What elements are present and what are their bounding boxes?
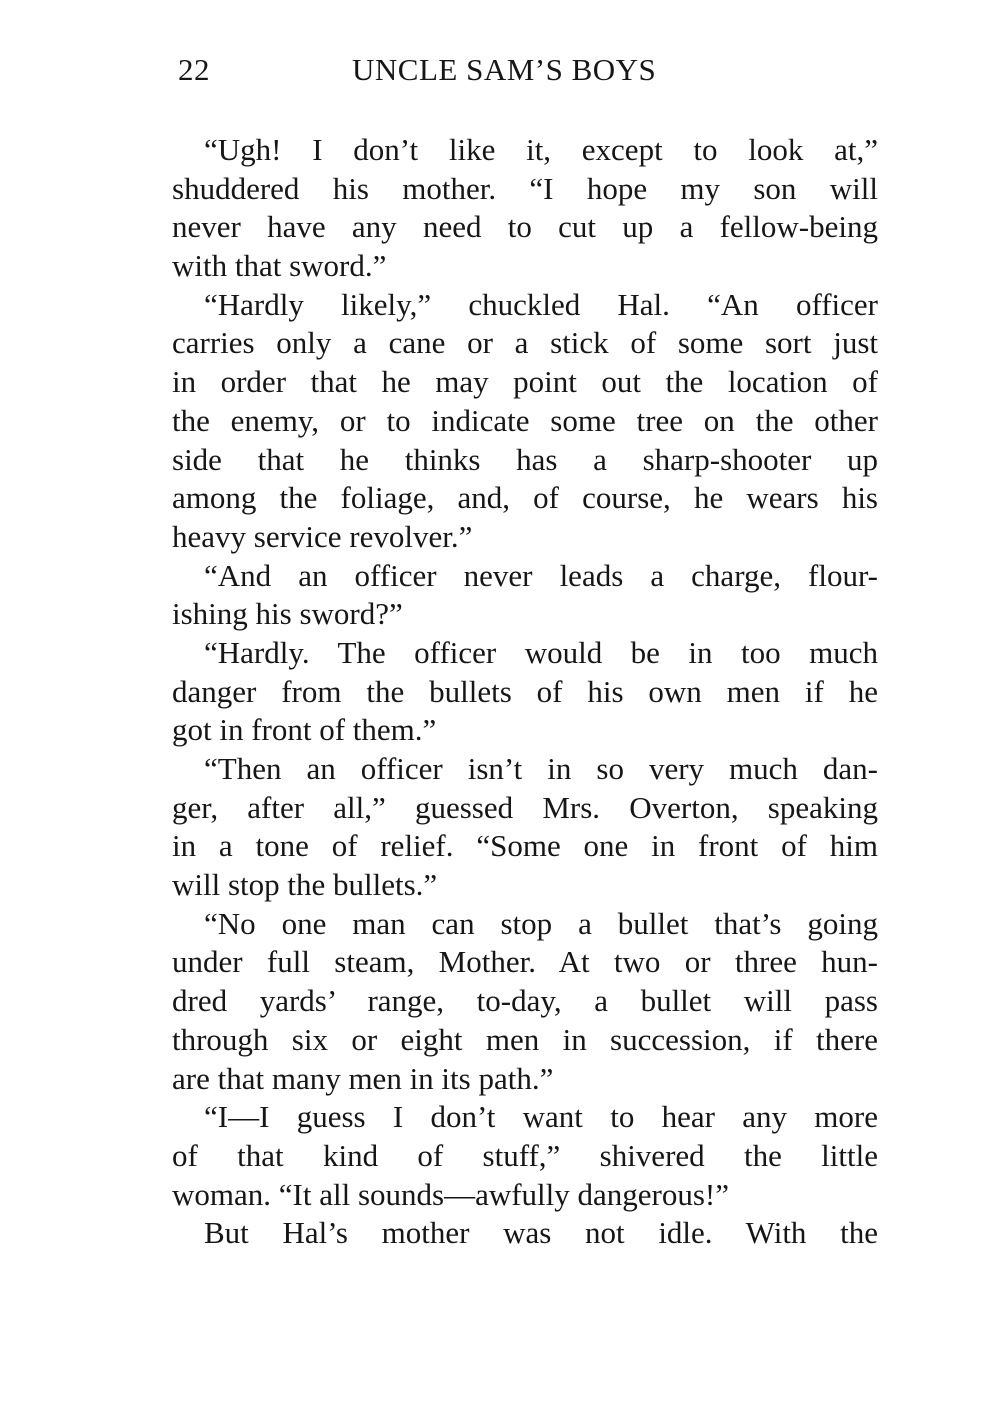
page-header <box>172 48 884 92</box>
text-line: “Then an officer isn’t in so very much dan- <box>204 751 878 786</box>
body-text <box>172 131 878 1253</box>
text-line: among the foliage, and, of course, he wears his <box>172 480 878 516</box>
text-line: will stop the bullets.” <box>172 867 438 903</box>
text-line: heavy service revolver.” <box>172 518 473 554</box>
text-line: “Ugh! I don’t like it, except to look at,” <box>204 132 878 167</box>
text-line: But Hal’s mother was not idle. With the <box>204 1215 878 1251</box>
text-line: in a tone of relief. “Some one in front of him <box>172 828 878 864</box>
text-line: the enemy, or to indicate some tree on the other <box>172 402 878 438</box>
text-line: got in front of them.” <box>172 712 437 748</box>
text-line: through six or eight men in succession, if there <box>172 1021 878 1057</box>
text-line: never have any need to cut up a fellow-being <box>172 209 878 245</box>
text-line: “Hardly likely,” chuckled Hal. “An officer <box>204 286 878 322</box>
text-line: side that he thinks has a sharp-shooter up <box>172 441 878 477</box>
text-line: in order that he may point out the location of <box>172 364 878 400</box>
text-line: under full steam, Mother. At two or three hun- <box>172 944 878 980</box>
text-line: ger, after all,” guessed Mrs. Overton, speaking <box>172 789 878 825</box>
text-line: “I—I guess I don’t want to hear any more <box>204 1099 878 1135</box>
text-line: ishing his sword?” <box>172 596 403 632</box>
text-line: of that kind of stuff,” shivered the little <box>172 1137 878 1173</box>
text-line: woman. “It all sounds—awfully dangerous!” <box>172 1176 730 1212</box>
text-line: “And an officer never leads a charge, flour- <box>204 557 878 593</box>
text-line: carries only a cane or a stick of some sort just <box>172 325 878 361</box>
text-line: shuddered his mother. “I hope my son will <box>172 170 878 206</box>
text-line: are that many men in its path.” <box>172 1060 554 1096</box>
running-title: UNCLE SAM’S BOYS <box>352 52 657 87</box>
page-number: 22 <box>178 52 210 87</box>
text-line: with that sword.” <box>172 248 387 284</box>
text-line: danger from the bullets of his own men if he <box>172 673 878 709</box>
text-line: “No one man can stop a bullet that’s going <box>204 905 878 941</box>
text-line: dred yards’ range, to-day, a bullet will pass <box>172 983 878 1019</box>
text-line: “Hardly. The officer would be in too much <box>204 634 878 670</box>
